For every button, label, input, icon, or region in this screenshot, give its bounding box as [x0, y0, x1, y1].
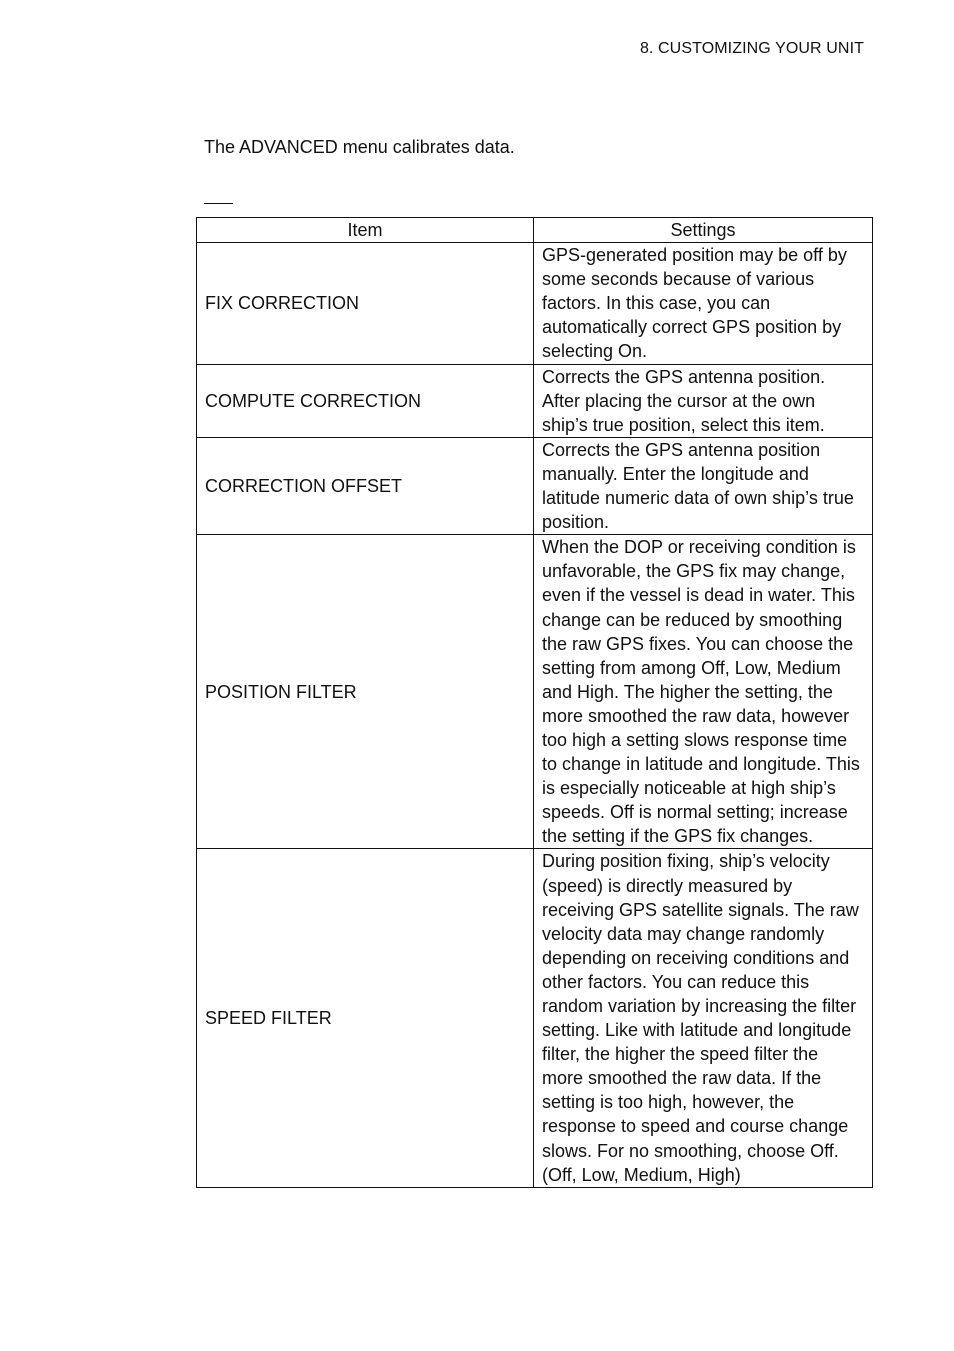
- intro-text: The ADVANCED menu calibrates data.: [204, 137, 515, 157]
- column-header-item: Item: [197, 218, 534, 243]
- column-header-settings: Settings: [534, 218, 873, 243]
- page-header: 8. CUSTOMIZING YOUR UNIT: [639, 40, 864, 57]
- table-row: [197, 364, 873, 437]
- heading-underline: [204, 203, 233, 204]
- table-row: [197, 437, 873, 534]
- settings-fix-correction: GPS-generated position may be off by some seconds because of various factors. In this case, you can automatically correct GPS position by selecting On.: [534, 243, 873, 364]
- table-row: [197, 243, 873, 364]
- item-correction-offset: CORRECTION OFFSET: [197, 437, 534, 534]
- settings-speed-filter: During position fixing, ship’s velocity (speed) is directly measured by receiving GPS satellite signals. The raw velocity data may change randomly depending on receiving conditions and other factors. You can reduce this random variation by increasing the filter setting. Like with latitude and longitude filter, the higher the speed filter the more smoothed the raw data. If the setting is too high, however, the response to speed and course change slows. For no smoothing, choose Off. (Off, Low, Medium, High): [534, 849, 873, 1187]
- table-row: [197, 535, 873, 849]
- advanced-menu-table: [196, 217, 873, 1188]
- settings-position-filter: When the DOP or receiving condition is unfavorable, the GPS fix may change, even if the vessel is dead in water. This change can be reduced by smoothing the raw GPS fixes. You can choose the setting from among Off, Low, Medium and High. The higher the setting, the more smoothed the raw data, however too high a setting slows response time to change in latitude and longitude. This is especially noticeable at high ship’s speeds. Off is normal setting; increase the setting if the GPS fix changes.: [534, 535, 873, 849]
- item-fix-correction: FIX CORRECTION: [197, 243, 534, 364]
- item-compute-correction: COMPUTE CORRECTION: [197, 364, 534, 437]
- settings-correction-offset: Corrects the GPS antenna position manually. Enter the longitude and latitude numeric data of own ship’s true position.: [534, 437, 873, 534]
- table-header-row: [197, 218, 873, 243]
- item-position-filter: POSITION FILTER: [197, 535, 534, 849]
- table-row: [197, 849, 873, 1187]
- item-speed-filter: SPEED FILTER: [197, 849, 534, 1187]
- settings-compute-correction: Corrects the GPS antenna position. After placing the cursor at the own ship’s true position, select this item.: [534, 364, 873, 437]
